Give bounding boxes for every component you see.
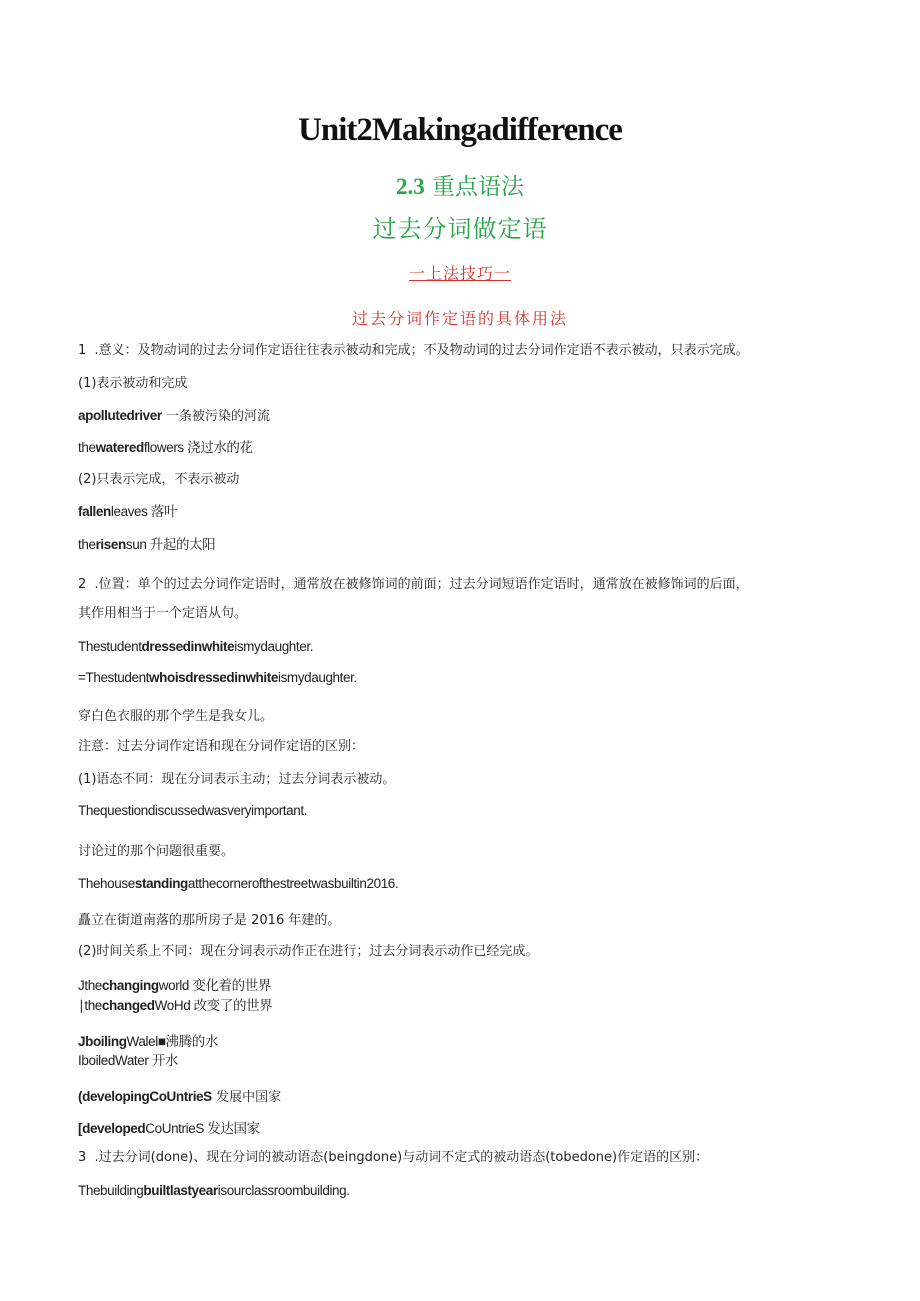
example-rest: world 变化着的世界 xyxy=(158,978,271,993)
example-developed-countries xyxy=(78,1119,260,1139)
difference-2-time: (2)时间关系上不同：现在分词表示动作正在进行；过去分词表示动作已经完成。 xyxy=(78,944,539,959)
example-changed-world xyxy=(78,996,272,1016)
example-prefix: the xyxy=(78,537,96,552)
point-1-meaning: 1 .意义：及物动词的过去分词作定语往往表示被动和完成；不及物动词的过去分词作定语不表示被动，只表示完成。 xyxy=(78,343,749,358)
section-subtitle-text: 重点语法 xyxy=(432,174,525,200)
example-keyword: Jboiling xyxy=(78,1034,127,1049)
example-keyword: watered xyxy=(95,440,144,455)
section-subtitle xyxy=(0,168,920,201)
section-number: 2.3 xyxy=(395,174,425,199)
example-phrase: apollutedriver xyxy=(78,408,162,423)
example-rest: CoUntrieS 发达国家 xyxy=(145,1121,260,1136)
example-risen-sun xyxy=(78,535,215,555)
example-keyword: risen xyxy=(95,537,126,552)
example-fallen-leaves xyxy=(78,502,177,522)
example-rest: Walel■沸腾的水 xyxy=(126,1034,218,1049)
example-watered-flowers xyxy=(78,438,253,458)
example-rest: leaves 落叶 xyxy=(110,504,178,519)
example-prefix: =Thestudent xyxy=(78,670,150,685)
example-prefix: ∣the xyxy=(78,998,102,1013)
example-dressed-in-white xyxy=(78,637,313,657)
example-polluted-river xyxy=(78,406,270,427)
example-boiled-water: IboiledWater 开水 xyxy=(78,1053,179,1068)
example-keyword: fallen xyxy=(78,504,111,519)
example-keyword: changing xyxy=(101,978,159,993)
example-keyword: changed xyxy=(101,998,155,1013)
example-translation: 发展中国家 xyxy=(216,1090,282,1105)
tips-heading xyxy=(0,261,920,284)
example-prefix: Thestudent xyxy=(78,639,142,654)
example-building-built xyxy=(78,1181,350,1201)
example-rest: ismydaughter. xyxy=(234,639,314,654)
translation-question: 讨论过的那个问题很重要。 xyxy=(78,844,235,859)
example-keyword: [developed xyxy=(78,1121,146,1136)
example-who-is-dressed xyxy=(78,668,357,688)
example-keyword: whoisdressedinwhite xyxy=(149,670,278,685)
example-changing-world xyxy=(78,976,271,996)
translation-daughter: 穿白色衣服的那个学生是我女儿。 xyxy=(78,709,274,724)
example-boiling-water xyxy=(78,1032,218,1052)
point-3-comparison: 3 .过去分词(done)、现在分词的被动语态(beingdone)与动词不定式的被动语态(tobedone)作定语的区别： xyxy=(78,1150,709,1165)
example-developing-countries xyxy=(78,1087,281,1108)
tips-heading-text: 一上法技巧一 xyxy=(408,264,511,283)
grammar-topic: 过去分词做定语 xyxy=(372,215,548,243)
example-rest: sun 升起的太阳 xyxy=(125,537,216,552)
example-keyword: standing xyxy=(134,876,188,891)
point-2-position-cont: 其作用相当于一个定语从句。 xyxy=(78,606,248,621)
example-prefix: Thebuilding xyxy=(78,1183,144,1198)
usage-heading: 过去分词作定语的具体用法 xyxy=(351,309,568,328)
note-difference: 注意：过去分词作定语和现在分词作定语的区别： xyxy=(78,739,365,754)
example-rest: ismydaughter. xyxy=(277,670,357,685)
translation-house: 矗立在街道南落的那所房子是 2016 年建的。 xyxy=(78,913,341,928)
example-rest: WoHd 改变了的世界 xyxy=(154,998,273,1013)
point-1-sub-2: (2)只表示完成，不表示被动 xyxy=(78,472,240,487)
difference-1-voice: (1)语态不同：现在分词表示主动；过去分词表示被动。 xyxy=(78,772,396,787)
example-keyword: builtlastyear xyxy=(143,1183,218,1198)
example-keyword: (developingCoUntrieS xyxy=(78,1089,212,1104)
point-1-sub-1: (1)表示被动和完成 xyxy=(78,376,188,391)
example-prefix: Jthe xyxy=(78,978,102,993)
example-translation: 一条被污染的河流 xyxy=(165,409,270,424)
point-2-position: 2 .位置：单个的过去分词作定语时，通常放在被修饰词的前面；过去分词短语作定语时，通常放在被修饰词的后面， xyxy=(78,577,749,592)
example-rest: flowers 浇过水的花 xyxy=(143,440,253,455)
example-rest: isourclassroombuilding. xyxy=(217,1183,350,1198)
example-rest: atthecornerofthestreetwasbuiltin2016. xyxy=(187,876,399,891)
example-keyword: dressedinwhite xyxy=(141,639,235,654)
example-house-standing xyxy=(78,874,398,894)
example-question-discussed: Thequestiondiscussedwasveryimportant. xyxy=(78,803,308,818)
document-title: Unit2Makingadifference xyxy=(298,112,622,148)
example-prefix: Thehouse xyxy=(78,876,135,891)
example-prefix: the xyxy=(78,440,96,455)
